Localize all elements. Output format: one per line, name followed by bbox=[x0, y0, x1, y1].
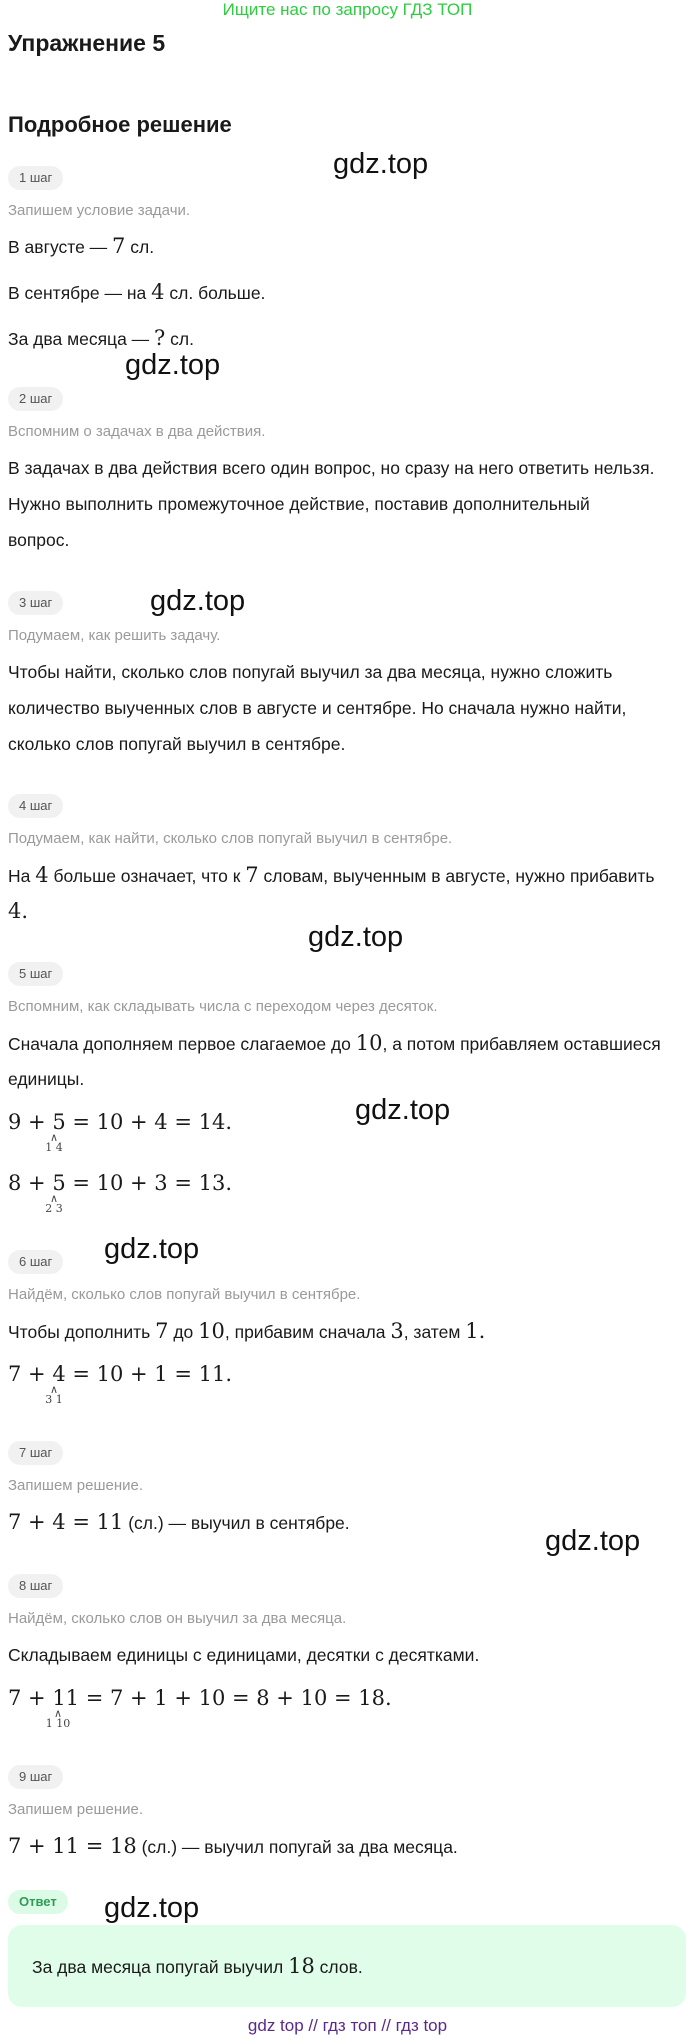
search-banner: Ищите нас по запросу ГДЗ ТОП bbox=[222, 0, 473, 19]
decomposition-mark: ∧ 1 10 bbox=[45, 1707, 71, 1730]
step-badge: 9 шаг bbox=[8, 1765, 63, 1789]
step-badge: 3 шаг bbox=[8, 591, 63, 615]
step-text: вопрос. bbox=[8, 530, 70, 550]
step-text: Сначала дополняем первое слагаемое до 10, а потом прибавляем оставшиеся bbox=[8, 1031, 661, 1055]
condition-line: В августе — 7 сл. bbox=[8, 234, 155, 258]
watermark: gdz.top bbox=[104, 1233, 200, 1265]
step-hint: Найдём, сколько слов попугай выучил в сентябре. bbox=[8, 1286, 361, 1303]
step-text: Складываем единицы с единицами, десятки с десятками. bbox=[8, 1645, 480, 1665]
step-badge: 1 шаг bbox=[8, 166, 63, 190]
step-hint: Подумаем, как решить задачу. bbox=[8, 627, 221, 644]
equation: 7 + 4 = 10 + 1 = 11. bbox=[8, 1362, 233, 1386]
step-text: Нужно выполнить промежуточное действие, поставив дополнительный bbox=[8, 494, 590, 514]
watermark: gdz.top bbox=[355, 1094, 451, 1126]
step-hint: Запишем решение. bbox=[8, 1477, 143, 1494]
decomposition-mark: ∧ 2 3 bbox=[45, 1192, 63, 1215]
step-text: На 4 больше означает, что к 7 словам, выученным в августе, нужно прибавить bbox=[8, 863, 655, 887]
step-text: Чтобы найти, сколько слов попугай выучил за два месяца, нужно сложить bbox=[8, 662, 613, 682]
footer-links[interactable]: gdz top // гдз топ // гдз top bbox=[247, 2016, 448, 2035]
step-badge: 6 шаг bbox=[8, 1250, 63, 1274]
step-text: В задачах в два действия всего один вопрос, но сразу на него ответить нельзя. bbox=[8, 458, 655, 478]
watermark: gdz.top bbox=[104, 1892, 200, 1924]
decomposition-mark: ∧ 1 4 bbox=[45, 1131, 63, 1154]
step-hint: Запишем решение. bbox=[8, 1801, 143, 1818]
watermark: gdz.top bbox=[545, 1525, 641, 1557]
step-text: единицы. bbox=[8, 1069, 85, 1089]
step-text: сколько слов попугай выучил в сентябре. bbox=[8, 734, 346, 754]
step-badge: 8 шаг bbox=[8, 1574, 63, 1598]
step-hint: Запишем условие задачи. bbox=[8, 202, 191, 219]
step-badge: 5 шаг bbox=[8, 962, 63, 986]
answer-text: За два месяца попугай выучил 18 слов. bbox=[32, 1954, 363, 1978]
decomposition-mark: ∧ 3 1 bbox=[45, 1383, 63, 1406]
solution-line: 7 + 4 = 11 (сл.) — выучил в сентябре. bbox=[8, 1510, 350, 1534]
solution-heading: Подробное решение bbox=[8, 112, 232, 137]
watermark: gdz.top bbox=[308, 921, 404, 953]
step-text: Чтобы дополнить 7 до 10, прибавим сначала 3, затем 1. bbox=[8, 1319, 486, 1343]
step-hint: Вспомним о задачах в два действия. bbox=[8, 423, 266, 440]
solution-line: 7 + 11 = 18 (сл.) — выучил попугай за два месяца. bbox=[8, 1834, 458, 1858]
step-hint: Подумаем, как найти, сколько слов попугай выучил в сентябре. bbox=[8, 830, 453, 847]
watermark: gdz.top bbox=[150, 585, 246, 617]
step-badge: 2 шаг bbox=[8, 387, 63, 411]
exercise-title: Упражнение 5 bbox=[8, 30, 166, 56]
step-hint: Найдём, сколько слов он выучил за два месяца. bbox=[8, 1610, 347, 1627]
step-text: количество выученных слов в августе и сентябре. Но сначала нужно найти, bbox=[8, 698, 627, 718]
watermark: gdz.top bbox=[125, 349, 221, 381]
step-badge: 7 шаг bbox=[8, 1441, 63, 1465]
watermark: gdz.top bbox=[333, 148, 429, 180]
equation: 8 + 5 = 10 + 3 = 13. bbox=[8, 1171, 233, 1195]
step-badge: 4 шаг bbox=[8, 794, 63, 818]
condition-line: В сентябре — на 4 сл. больше. bbox=[8, 280, 266, 304]
step-hint: Вспомним, как складывать числа с переходом через десяток. bbox=[8, 998, 438, 1015]
condition-line: За два месяца — ? сл. bbox=[8, 326, 194, 350]
equation: 7 + 11 = 7 + 1 + 10 = 8 + 10 = 18. bbox=[8, 1686, 392, 1710]
step-text: 4. bbox=[8, 899, 29, 923]
equation: 9 + 5 = 10 + 4 = 14. bbox=[8, 1110, 233, 1134]
answer-badge: Ответ bbox=[8, 1890, 68, 1914]
